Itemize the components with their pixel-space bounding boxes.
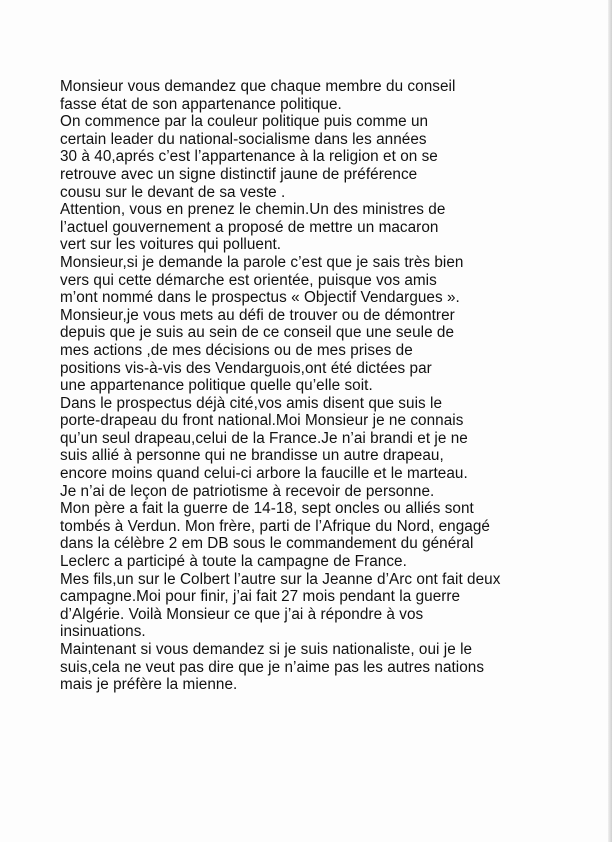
text-line: certain leader du national-socialisme dans les années — [60, 130, 427, 148]
text-line: retrouve avec un signe distinctif jaune de préférence — [60, 165, 418, 183]
text-line: Monsieur,je vous mets au défi de trouver ou de démontrer — [60, 306, 455, 324]
text-line: Maintenant si vous demandez si je suis nationaliste, oui je le — [60, 641, 473, 658]
text-line: porte-drapeau du front national.Moi Monsieur je ne connais — [60, 412, 464, 430]
text-line: Mon père a fait la guerre de 14-18, sept oncles ou alliés sont — [60, 500, 474, 518]
text-line: m’ont nommé dans le prospectus « Objectif Vendargues ». — [60, 289, 460, 307]
text-line: cousu sur le devant de sa veste . — [60, 183, 286, 201]
text-line: vert sur les voitures qui polluent. — [60, 236, 282, 254]
text-line: positions vis-à-vis des Vendarguois,ont été dictées par — [60, 359, 432, 377]
text-line: dans la célèbre 2 em DB sous le commandement du général — [60, 535, 474, 553]
text-line: Attention, vous en prenez le chemin.Un des ministres de — [60, 201, 446, 219]
text-line: campagne.Moi pour finir, j’ai fait 27 mois pendant la guerre — [60, 588, 461, 606]
text-line: On commence par la couleur politique puis comme un — [60, 113, 429, 131]
text-line: Je n’ai de leçon de patriotisme à recevoir de personne. — [60, 482, 435, 500]
text-line: mes actions ,de mes décisions ou de mes prises de — [60, 341, 413, 359]
text-line: encore moins quand celui-ci arbore la faucille et le marteau. — [60, 465, 468, 483]
text-line: Leclerc a participé à toute la campagne de France. — [60, 553, 407, 571]
text-line: vers qui cette démarche est orientée, puisque vos amis — [60, 271, 437, 289]
text-line: Dans le prospectus déjà cité,vos amis disent que suis le — [60, 394, 443, 412]
text-line: qu’un seul drapeau,celui de la France.Je n’ai brandi et je ne — [60, 429, 468, 447]
text-line: Mes fils,un sur le Colbert l’autre sur la Jeanne d’Arc ont fait deux — [60, 570, 501, 588]
text-line: Monsieur,si je demande la parole c’est que je sais très bien — [60, 253, 464, 271]
text-line: depuis que je suis au sein de ce conseil que une seule de — [60, 324, 455, 342]
text-line: l’actuel gouvernement a proposé de mettre un macaron — [60, 218, 439, 236]
text-line: fasse état de son appartenance politique. — [60, 95, 342, 113]
text-line: Monsieur vous demandez que chaque membre du conseil — [60, 78, 456, 95]
page-edge-shadow — [608, 0, 612, 842]
text-line: mais je préfère la mienne. — [60, 676, 238, 694]
text-line: insinuations. — [60, 623, 146, 641]
letter-body — [60, 78, 580, 694]
text-line: suis allié à personne qui ne brandisse un autre drapeau, — [60, 447, 444, 465]
text-line: suis,cela ne veut pas dire que je n’aime pas les autres nations — [60, 658, 485, 676]
text-line: une appartenance politique quelle qu’elle soit. — [60, 377, 373, 395]
text-line: tombés à Verdun. Mon frère, parti de l’Afrique du Nord, engagé — [60, 517, 490, 535]
text-line: d’Algérie. Voilà Monsieur ce que j’ai à répondre à vos — [60, 605, 424, 623]
text-line: 30 à 40,aprés c’est l’appartenance à la religion et on se — [60, 148, 438, 166]
